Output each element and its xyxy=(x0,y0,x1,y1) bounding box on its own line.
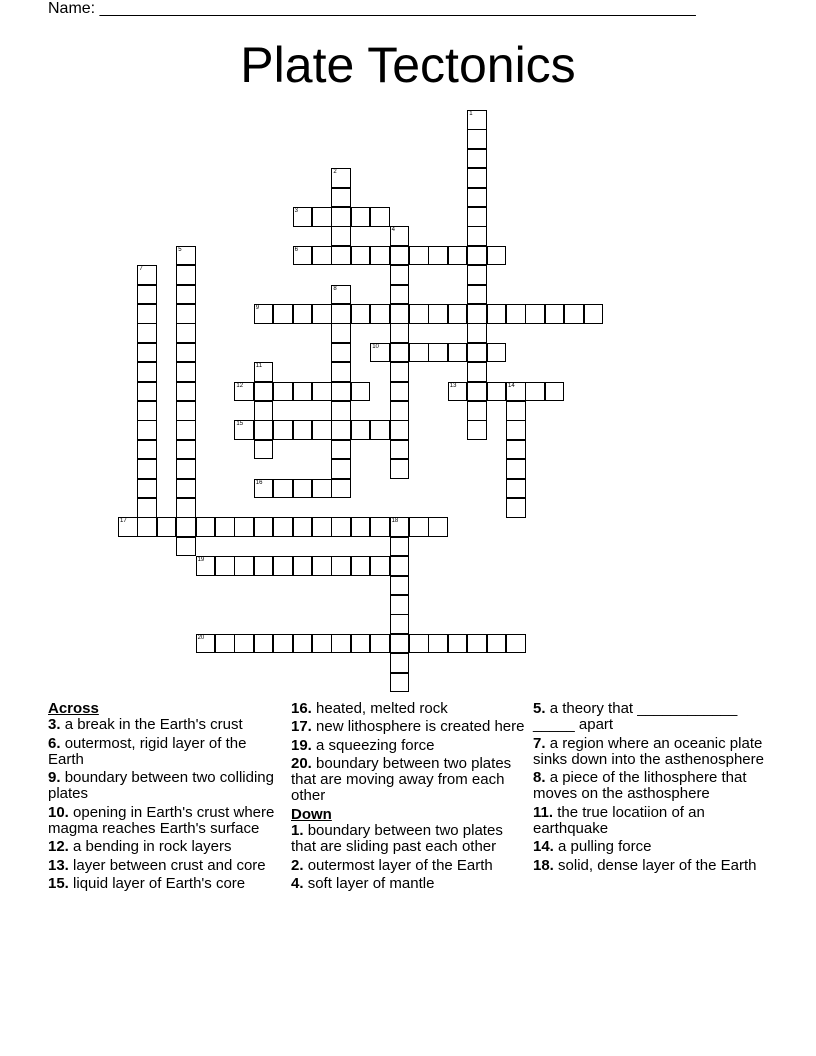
crossword-cell[interactable] xyxy=(312,556,332,576)
down-heading: Down xyxy=(291,805,332,823)
crossword-cell[interactable] xyxy=(390,343,410,363)
crossword-cell[interactable] xyxy=(390,246,410,266)
crossword-cell[interactable] xyxy=(390,673,410,693)
clue-across-16: 16. heated, melted rock xyxy=(291,700,448,717)
crossword-cell[interactable] xyxy=(390,537,410,557)
crossword-cell[interactable] xyxy=(390,226,410,246)
crossword-cell[interactable] xyxy=(390,323,410,343)
crossword-cell[interactable] xyxy=(176,537,196,557)
crossword-cell[interactable] xyxy=(176,401,196,421)
crossword-cell[interactable] xyxy=(390,576,410,596)
clue-across-19: 19. a squeezing force xyxy=(291,736,435,754)
crossword-cell[interactable] xyxy=(137,265,157,285)
crossword-cell[interactable] xyxy=(273,479,293,499)
crossword-cell[interactable] xyxy=(467,362,487,382)
crossword-cell[interactable] xyxy=(409,634,429,654)
cell-number: 3 xyxy=(294,208,298,214)
crossword-cell[interactable] xyxy=(312,207,332,227)
cell-number: 9 xyxy=(255,305,260,311)
cell-number: 14 xyxy=(508,382,515,389)
crossword-cell[interactable] xyxy=(390,459,410,479)
crossword-cell[interactable] xyxy=(370,420,390,440)
crossword-cell[interactable] xyxy=(351,420,371,440)
crossword-cell[interactable] xyxy=(215,556,235,576)
crossword-cell[interactable] xyxy=(467,265,487,285)
crossword-cell[interactable] xyxy=(351,382,371,402)
crossword-cell[interactable] xyxy=(390,420,410,440)
crossword-cell[interactable] xyxy=(390,401,410,421)
cell-number: 5 xyxy=(178,246,182,253)
crossword-cell[interactable] xyxy=(137,420,157,440)
cell-number: 18 xyxy=(391,518,399,525)
crossword-cell[interactable] xyxy=(234,634,254,654)
cell-number: 6 xyxy=(294,246,298,253)
crossword-cell[interactable] xyxy=(293,207,313,227)
clue-down-18: 18. solid, dense layer of the Earth xyxy=(533,856,757,874)
cell-number: 8 xyxy=(333,285,337,292)
crossword-cell[interactable] xyxy=(331,304,351,324)
crossword-cell[interactable] xyxy=(467,382,487,402)
crossword-cell[interactable] xyxy=(254,556,274,576)
cell-number: 17 xyxy=(120,518,127,525)
crossword-cell[interactable] xyxy=(137,323,157,343)
crossword-cell[interactable] xyxy=(370,517,390,537)
crossword-cell[interactable] xyxy=(254,304,274,324)
crossword-cell[interactable] xyxy=(428,246,448,266)
crossword-cell[interactable] xyxy=(331,246,351,266)
crossword-cell[interactable] xyxy=(312,304,332,324)
crossword-cell[interactable] xyxy=(176,498,196,518)
crossword-cell[interactable] xyxy=(118,517,138,537)
crossword-cell[interactable] xyxy=(312,517,332,537)
clue-column-1 xyxy=(48,701,283,894)
crossword-cell[interactable] xyxy=(331,323,351,343)
crossword-cell[interactable] xyxy=(467,420,487,440)
crossword-cell[interactable] xyxy=(467,343,487,363)
crossword-cell[interactable] xyxy=(273,556,293,576)
crossword-cell[interactable] xyxy=(331,634,351,654)
crossword-cell[interactable] xyxy=(331,420,351,440)
crossword-cell[interactable] xyxy=(293,382,313,402)
crossword-cell[interactable] xyxy=(428,634,448,654)
crossword-cell[interactable] xyxy=(351,556,371,576)
crossword-cell[interactable] xyxy=(467,188,487,208)
cell-number: 12 xyxy=(236,382,244,389)
cell-number: 1 xyxy=(469,111,473,117)
crossword-cell[interactable] xyxy=(176,362,196,382)
name-field-label: Name: ___________________________________________________________________ xyxy=(48,0,696,17)
crossword-cell[interactable] xyxy=(137,479,157,499)
crossword-cell[interactable] xyxy=(409,304,429,324)
crossword-cell[interactable] xyxy=(176,246,196,266)
crossword-cell[interactable] xyxy=(331,285,351,305)
crossword-cell[interactable] xyxy=(176,285,196,305)
crossword-cell[interactable] xyxy=(370,343,390,363)
crossword-cell[interactable] xyxy=(545,382,565,402)
crossword-cell[interactable] xyxy=(409,343,429,363)
crossword-cell[interactable] xyxy=(506,382,526,402)
clue-across-3: 3. a break in the Earth's crust xyxy=(48,716,243,734)
crossword-cell[interactable] xyxy=(390,362,410,382)
crossword-cell[interactable] xyxy=(351,207,371,227)
crossword-cell[interactable] xyxy=(584,304,604,324)
crossword-cell[interactable] xyxy=(196,517,216,537)
clue-across-20: 20. boundary between two plates that are moving away from each other xyxy=(291,754,512,805)
crossword-cell[interactable] xyxy=(215,634,235,654)
crossword-cell[interactable] xyxy=(390,304,410,324)
clue-down-5: 5. a theory that ____________ _____ apart xyxy=(533,700,738,734)
crossword-cell[interactable] xyxy=(331,556,351,576)
crossword-cell[interactable] xyxy=(312,382,332,402)
crossword-cell[interactable] xyxy=(525,382,545,402)
crossword-cell[interactable] xyxy=(370,556,390,576)
crossword-cell[interactable] xyxy=(467,304,487,324)
crossword-cell[interactable] xyxy=(293,634,313,654)
crossword-cell[interactable] xyxy=(331,207,351,227)
crossword-cell[interactable] xyxy=(137,304,157,324)
crossword-cell[interactable] xyxy=(428,304,448,324)
across-heading: Across xyxy=(48,700,99,717)
crossword-cell[interactable] xyxy=(312,420,332,440)
crossword-cell[interactable] xyxy=(176,459,196,479)
crossword-cell[interactable] xyxy=(351,246,371,266)
crossword-cell[interactable] xyxy=(545,304,565,324)
crossword-cell[interactable] xyxy=(234,382,254,402)
crossword-cell[interactable] xyxy=(254,362,274,382)
crossword-cell[interactable] xyxy=(506,479,526,499)
crossword-cell[interactable] xyxy=(390,556,410,576)
clue-across-6: 6. outermost, rigid layer of the Earth xyxy=(48,734,247,768)
crossword-cell[interactable] xyxy=(467,110,487,130)
crossword-cell[interactable] xyxy=(467,226,487,246)
cell-number: 16 xyxy=(255,479,263,486)
crossword-cell[interactable] xyxy=(487,382,507,402)
cell-number: 13 xyxy=(449,382,457,389)
crossword-cell[interactable] xyxy=(390,634,410,654)
crossword-cell[interactable] xyxy=(448,343,468,363)
crossword-cell[interactable] xyxy=(331,226,351,246)
crossword-cell[interactable] xyxy=(331,479,351,499)
crossword-cell[interactable] xyxy=(487,246,507,266)
crossword-cell[interactable] xyxy=(293,246,313,266)
crossword-cell[interactable] xyxy=(506,420,526,440)
crossword-cell[interactable] xyxy=(351,634,371,654)
crossword-cell[interactable] xyxy=(390,382,410,402)
crossword-cell[interactable] xyxy=(273,382,293,402)
crossword-cell[interactable] xyxy=(176,517,196,537)
crossword-cell[interactable] xyxy=(506,634,526,654)
crossword-cell[interactable] xyxy=(448,246,468,266)
crossword-cell[interactable] xyxy=(254,479,274,499)
clue-down-14: 14. a pulling force xyxy=(533,838,652,856)
clue-across-12: 12. a bending in rock layers xyxy=(48,838,232,856)
clue-down-2: 2. outermost layer of the Earth xyxy=(291,856,493,874)
crossword-cell[interactable] xyxy=(196,634,216,654)
cell-number: 11 xyxy=(255,363,263,370)
crossword-cell[interactable] xyxy=(234,517,254,537)
crossword-cell[interactable] xyxy=(293,479,313,499)
crossword-cell[interactable] xyxy=(176,265,196,285)
clue-column-2 xyxy=(291,701,526,894)
crossword-cell[interactable] xyxy=(137,459,157,479)
cell-number: 7 xyxy=(139,266,143,273)
crossword-cell[interactable] xyxy=(312,634,332,654)
crossword-cell[interactable] xyxy=(351,517,371,537)
crossword-cell[interactable] xyxy=(234,420,254,440)
crossword-cell[interactable] xyxy=(176,420,196,440)
crossword-cell[interactable] xyxy=(293,420,313,440)
crossword-cell[interactable] xyxy=(448,634,468,654)
crossword-cell[interactable] xyxy=(370,634,390,654)
page-title: Plate Tectonics xyxy=(240,37,576,93)
crossword-cell[interactable] xyxy=(467,246,487,266)
crossword-cell[interactable] xyxy=(137,401,157,421)
clue-across-17: 17. new lithosphere is created here xyxy=(291,718,525,736)
crossword-cell[interactable] xyxy=(370,246,390,266)
crossword-cell[interactable] xyxy=(467,168,487,188)
crossword-cell[interactable] xyxy=(506,459,526,479)
crossword-cell[interactable] xyxy=(564,304,584,324)
crossword-cell[interactable] xyxy=(137,517,157,537)
crossword-cell[interactable] xyxy=(525,304,545,324)
crossword-cell[interactable] xyxy=(312,479,332,499)
crossword-cell[interactable] xyxy=(351,304,371,324)
crossword-cell[interactable] xyxy=(506,304,526,324)
clue-across-9: 9. boundary between two colliding plates xyxy=(48,769,274,803)
crossword-cell[interactable] xyxy=(293,556,313,576)
crossword-cell[interactable] xyxy=(390,285,410,305)
crossword-cell[interactable] xyxy=(331,382,351,402)
crossword-cell[interactable] xyxy=(215,517,235,537)
crossword-cell[interactable] xyxy=(176,323,196,343)
crossword-cell[interactable] xyxy=(331,343,351,363)
crossword-cell[interactable] xyxy=(390,614,410,634)
crossword-cell[interactable] xyxy=(506,440,526,460)
crossword-cell[interactable] xyxy=(196,556,216,576)
crossword-cell[interactable] xyxy=(467,401,487,421)
crossword-cell[interactable] xyxy=(137,440,157,460)
crossword-cell[interactable] xyxy=(409,246,429,266)
crossword-cell[interactable] xyxy=(390,440,410,460)
clue-across-15: 15. liquid layer of Earth's core xyxy=(48,874,246,892)
crossword-cell[interactable] xyxy=(137,498,157,518)
crossword-cell[interactable] xyxy=(293,517,313,537)
crossword-cell[interactable] xyxy=(176,343,196,363)
crossword-cell[interactable] xyxy=(157,517,177,537)
crossword-cell[interactable] xyxy=(428,517,448,537)
clue-across-10: 10. opening in Earth's crust where magma reaches Earth's surface xyxy=(48,803,275,838)
clue-down-1: 1. boundary between two plates that are sliding past each other xyxy=(291,822,503,856)
crossword-cell[interactable] xyxy=(254,634,274,654)
crossword-cell[interactable] xyxy=(137,382,157,402)
crossword-cell[interactable] xyxy=(390,265,410,285)
crossword-cell[interactable] xyxy=(487,304,507,324)
crossword-cell[interactable] xyxy=(370,304,390,324)
crossword-cell[interactable] xyxy=(390,517,410,537)
crossword-cell[interactable] xyxy=(428,343,448,363)
crossword-cell[interactable] xyxy=(331,362,351,382)
crossword-cell[interactable] xyxy=(254,382,274,402)
crossword-cell[interactable] xyxy=(176,304,196,324)
crossword-cell[interactable] xyxy=(234,556,254,576)
crossword-cell[interactable] xyxy=(254,440,274,460)
crossword-cell[interactable] xyxy=(273,420,293,440)
cell-number: 19 xyxy=(197,557,205,564)
crossword-cell[interactable] xyxy=(331,517,351,537)
crossword-cell[interactable] xyxy=(331,188,351,208)
crossword-cell[interactable] xyxy=(467,634,487,654)
crossword-cell[interactable] xyxy=(467,323,487,343)
cell-number: 4 xyxy=(391,227,395,234)
crossword-cell[interactable] xyxy=(448,304,468,324)
crossword-cell[interactable] xyxy=(467,149,487,169)
crossword-cell[interactable] xyxy=(506,498,526,518)
clue-down-8: 8. a piece of the lithosphere that moves on the asthosphere xyxy=(533,769,747,803)
cell-number: 20 xyxy=(197,634,205,641)
crossword-cell[interactable] xyxy=(390,653,410,673)
cell-number: 2 xyxy=(333,169,337,176)
crossword-cell[interactable] xyxy=(273,517,293,537)
crossword-cell[interactable] xyxy=(390,595,410,615)
crossword-cell[interactable] xyxy=(506,401,526,421)
crossword-cell[interactable] xyxy=(293,304,313,324)
crossword-cell[interactable] xyxy=(137,343,157,363)
crossword-cell[interactable] xyxy=(467,129,487,149)
crossword-cell[interactable] xyxy=(487,634,507,654)
crossword-cell[interactable] xyxy=(331,401,351,421)
crossword-cell[interactable] xyxy=(448,382,468,402)
crossword-cell[interactable] xyxy=(409,517,429,537)
crossword-cell[interactable] xyxy=(176,382,196,402)
crossword-cell[interactable] xyxy=(331,440,351,460)
clue-column-3 xyxy=(533,701,773,876)
crossword-cell[interactable] xyxy=(254,420,274,440)
clue-across-13: 13. layer between crust and core xyxy=(48,856,266,874)
crossword-cell[interactable] xyxy=(467,207,487,227)
clue-down-7: 7. a region where an oceanic plate sinks down into the asthenosphere xyxy=(533,734,764,768)
crossword-cell[interactable] xyxy=(331,168,351,188)
crossword-cell[interactable] xyxy=(467,285,487,305)
crossword-cell[interactable] xyxy=(273,634,293,654)
crossword-cell[interactable] xyxy=(137,362,157,382)
clue-down-4: 4. soft layer of mantle xyxy=(291,874,435,892)
crossword-cell[interactable] xyxy=(176,479,196,499)
crossword-cell[interactable] xyxy=(254,401,274,421)
crossword-cell[interactable] xyxy=(137,285,157,305)
cell-number: 15 xyxy=(236,421,244,428)
cell-number: 10 xyxy=(372,343,379,350)
crossword-cell[interactable] xyxy=(254,517,274,537)
clue-down-11: 11. the true locatiion of an earthquake xyxy=(533,803,705,838)
crossword-cell[interactable] xyxy=(176,440,196,460)
crossword-cell[interactable] xyxy=(370,207,390,227)
crossword-cell[interactable] xyxy=(312,246,332,266)
crossword-cell[interactable] xyxy=(331,459,351,479)
crossword-cell[interactable] xyxy=(273,304,293,324)
crossword-cell[interactable] xyxy=(487,343,507,363)
